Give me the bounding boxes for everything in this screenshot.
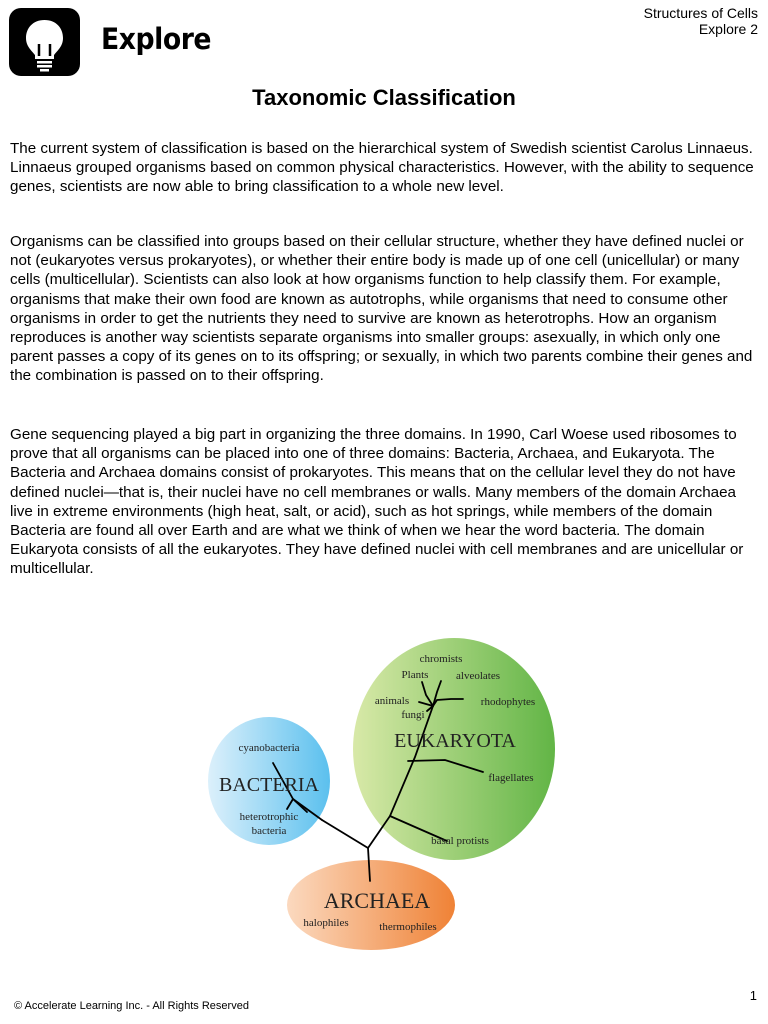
paragraph-1 [10,139,762,197]
heterotrophic-bacteria-label-line1: heterotrophic [239,811,299,823]
paragraph-3-text: Gene sequencing played a big part in organizing the three domains. In 1990, Carl Woese used ribosomes to prove that all organisms can be placed into one of three domains: Bacteria, Archaea, and Eukaryota. The Bacteria and Archaea domains consist of prokaryotes. This means that on the cellular level they do not have defined nuclei—that is, their nuclei have no cell membranes or walls. Many members of the domain Archaea live in extreme environments (high heat, salt, or acid), such as hot springs, while members of the domain Bacteria are found all over Earth and are what we think of when we hear the word bacteria. The domain Eukaryota consists of all the eukaryotes. They have defined nuclei with cell membranes and are unicellular or multicellular. [10,426,744,578]
fungi-label: fungi [401,709,425,721]
rhodophytes-label: rhodophytes [480,696,536,708]
animals-label: animals [374,695,410,707]
lesson-name: Explore 2 [698,21,758,37]
paragraph-2-text: Organisms can be classified into groups based on their cellular structure, whether they have defined nuclei or not (eukaryotes versus prokaryotes), or whether their entire body is made up of one cell (unicellular) or many cells (multicellular). Scientists can also look at how organisms function to help classify them. For example, organisms that make their own food are known as autotrophs, while organisms that need to consume other organisms in order to get the nutrients they need to survive are known as heterotrophs. How an organism reproduces is another way scientists separate organisms into smaller groups: asexually, in which only one parent passes a copy of its genes on to its offspring; or sexually, in which two parents combine their genes and the combination is passed on to their offspring. [10,233,753,385]
plants-label: Plants [401,669,429,681]
heterotrophic-bacteria-label-line2: bacteria [251,825,287,837]
page-title: Taxonomic Classification [252,85,516,110]
paragraph-3 [10,425,762,579]
lightbulb-icon [9,8,80,76]
copyright-footer: © Accelerate Learning Inc. - All Rights Reserved [14,1000,249,1012]
paragraph-1-text: The current system of classification is based on the hierarchical system of Swedish scientist Carolus Linnaeus. Linnaeus grouped organisms based on common physical characteristics. However, with the ability to sequence genes, scientists are now able to bring classification to a whole new level. [10,140,754,196]
header-info [644,5,758,37]
thermophiles-label: thermophiles [379,921,437,933]
cyanobacteria-label: cyanobacteria [238,742,300,754]
chromists-label: chromists [419,653,463,665]
bacteria-label: BACTERIA [219,774,319,796]
halophiles-label: halophiles [303,917,349,929]
unit-name: Structures of Cells [643,5,758,21]
section-label: Explore [101,22,212,56]
eukaryota-label: EUKARYOTA [394,730,516,752]
alveolates-label: alveolates [456,670,500,682]
basal-protists-label: basal protists [431,835,489,847]
paragraph-2 [10,232,762,386]
three-domains-diagram [205,636,565,976]
flagellates-label: flagellates [488,772,534,784]
page-number: 1 [749,988,757,1003]
archaea-label: ARCHAEA [323,888,431,913]
